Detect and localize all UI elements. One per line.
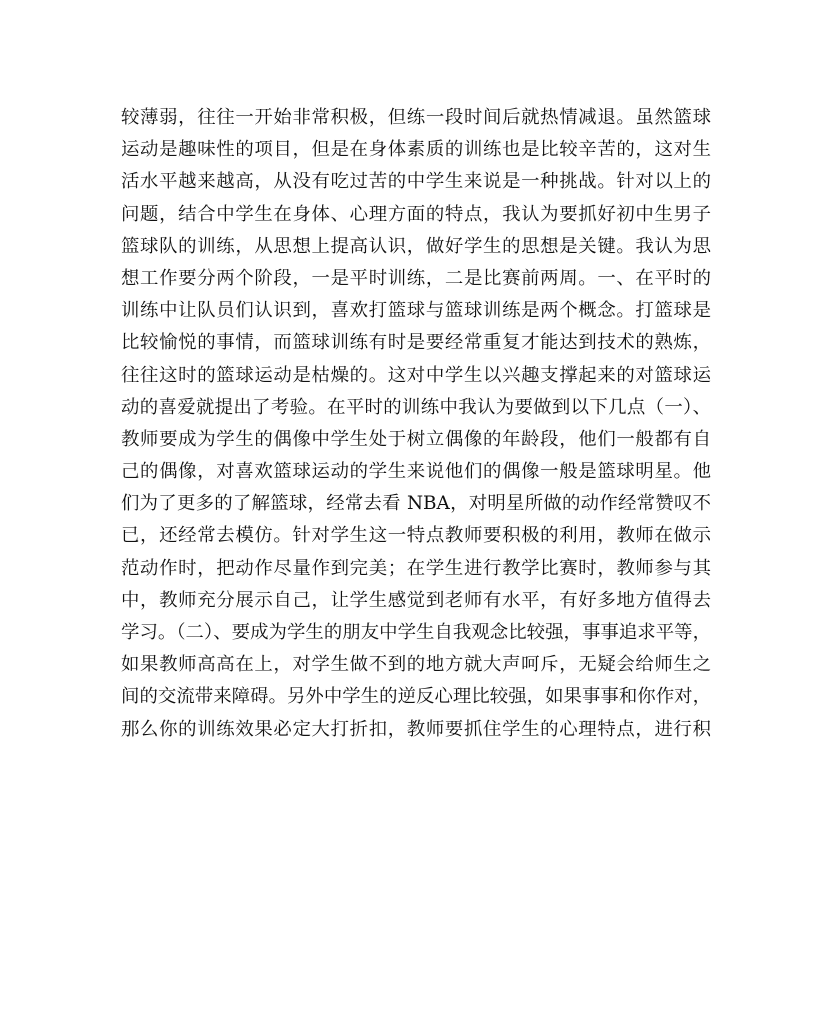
text-line-3: 活水平越来越高，从没有吃过苦的中学生来说是一种挑战。针对以上的 <box>121 171 711 193</box>
text-line-15: 范动作时，把动作尽量作到完美；在学生进行教学比赛时，教师参与其 <box>121 557 711 579</box>
text-line-13: 们为了更多的了解篮球，经常去看 NBA，对明星所做的动作经常赞叹不 <box>121 493 711 515</box>
text-line-8: 比较愉悦的事情，而篮球训练有时是要经常重复才能达到技术的熟炼， <box>121 332 711 354</box>
text-line-17: 学习。（二）、要成为学生的朋友中学生自我观念比较强，事事追求平等， <box>121 622 711 643</box>
body-text <box>121 102 711 746</box>
text-line-9: 往往这时的篮球运动是枯燥的。这对中学生以兴趣支撑起来的对篮球运 <box>121 364 711 386</box>
text-line-5: 篮球队的训练，从思想上提高认识，做好学生的思想是关键。我认为思 <box>121 235 711 257</box>
text-line-2: 运动是趣味性的项目，但是在身体素质的训练也是比较辛苦的，这对生 <box>121 139 711 161</box>
text-line-18: 如果教师高高在上，对学生做不到的地方就大声呵斥，无疑会给师生之 <box>121 654 711 676</box>
text-line-12: 己的偶像，对喜欢篮球运动的学生来说他们的偶像一般是篮球明星。他 <box>121 461 711 483</box>
text-line-10: 动的喜爱就提出了考验。在平时的训练中我认为要做到以下几点（一）、 <box>121 396 711 418</box>
text-line-20: 那么你的训练效果必定大打折扣，教师要抓住学生的心理特点，进行积 <box>121 718 711 740</box>
text-line-14: 已，还经常去模仿。针对学生这一特点教师要积极的利用，教师在做示 <box>121 525 711 547</box>
text-line-1: 较薄弱，往往一开始非常积极，但练一段时间后就热情减退。虽然篮球 <box>121 107 711 128</box>
text-line-19: 间的交流带来障碍。另外中学生的逆反心理比较强，如果事事和你作对， <box>121 686 711 708</box>
text-line-7: 训练中让队员们认识到，喜欢打篮球与篮球训练是两个概念。打篮球是 <box>121 300 711 322</box>
text-line-4: 问题，结合中学生在身体、心理方面的特点，我认为要抓好初中生男子 <box>121 203 711 225</box>
text-line-6: 想工作要分两个阶段，一是平时训练，二是比赛前两周。一、在平时的 <box>121 267 711 289</box>
text-line-11: 教师要成为学生的偶像中学生处于树立偶像的年龄段，他们一般都有自 <box>121 428 711 450</box>
text-line-16: 中，教师充分展示自己，让学生感觉到老师有水平，有好多地方值得去 <box>121 589 711 611</box>
